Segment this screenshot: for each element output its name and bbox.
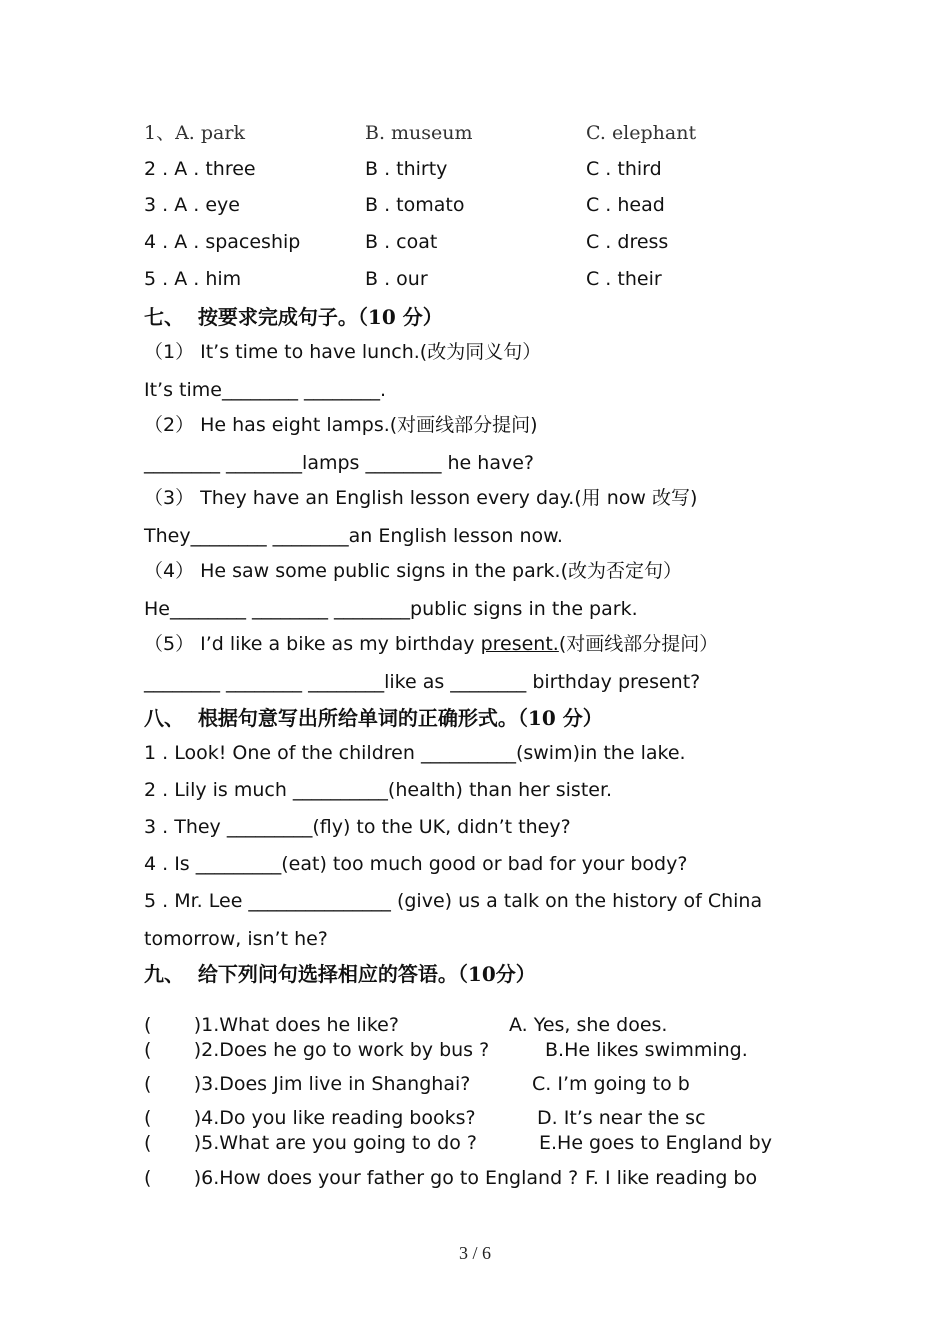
- section9-answer-f: F. I like reading bo: [585, 1167, 758, 1189]
- option-c: C. elephant: [586, 122, 697, 144]
- option-b: B . thirty: [365, 158, 448, 180]
- section7-heading: 七、 按要求完成句子。（10 分）: [144, 305, 443, 329]
- option-b: B . coat: [365, 231, 438, 253]
- section8-item-1: 1 . Look! One of the children __________(swim)in the lake.: [144, 742, 686, 764]
- section7-question-3: （3） They have an English lesson every day.(用 now 改写): [144, 487, 698, 509]
- option-a: 3 . A . eye: [144, 194, 240, 216]
- section8-item-5: 5 . Mr. Lee _______________ (give) us a talk on the history of China: [144, 890, 763, 912]
- section7-answer-1: It’s time________ ________.: [144, 379, 387, 401]
- option-c: C . head: [586, 194, 665, 216]
- section7-answer-3: They________ ________an English lesson now.: [144, 525, 563, 547]
- option-a: 4 . A . spaceship: [144, 231, 301, 253]
- section9-answer-c: C. I’m going to b: [532, 1073, 690, 1095]
- section7-question-4: （4） He saw some public signs in the park.(改为否定句）: [144, 560, 683, 582]
- option-a: 5 . A . him: [144, 268, 242, 290]
- section7-question-1: （1） It’s time to have lunch.(改为同义句）: [144, 341, 542, 363]
- section9-answer-d: D. It’s near the sc: [537, 1107, 706, 1129]
- option-b: B . our: [365, 268, 428, 290]
- option-c: C . dress: [586, 231, 669, 253]
- section8-heading: 八、 根据句意写出所给单词的正确形式。（10 分）: [144, 706, 603, 730]
- option-a: 2 . A . three: [144, 158, 256, 180]
- section7-question-2: （2） He has eight lamps.(对画线部分提问): [144, 414, 538, 436]
- section7-answer-4: He________ ________ ________public signs in the park.: [144, 598, 638, 620]
- page-number: 3 / 6: [458, 1243, 491, 1263]
- section8-item-3: 3 . They _________(fly) to the UK, didn’t they?: [144, 816, 571, 838]
- section9-question-5: ( )5.What are you going to do ?: [144, 1132, 477, 1154]
- section8-item-4: 4 . Is _________(eat) too much good or bad for your body?: [144, 853, 688, 875]
- option-b: B . tomato: [365, 194, 465, 216]
- underlined-word: present.: [480, 633, 559, 655]
- option-b: B. museum: [365, 122, 473, 144]
- option-c: C . their: [586, 268, 662, 290]
- section7-answer-5: ________ ________ ________like as ________ birthday present?: [144, 671, 701, 693]
- section8-item-5-continued: tomorrow, isn’t he?: [144, 928, 328, 950]
- section9-question-4: ( )4.Do you like reading books?: [144, 1107, 476, 1129]
- section9-answer-b: B.He likes swimming.: [545, 1039, 748, 1061]
- section8-item-2: 2 . Lily is much __________(health) than her sister.: [144, 779, 613, 801]
- section7-question-5: [144, 632, 718, 656]
- question-text: （5） I’d like a bike as my birthday: [144, 633, 481, 655]
- section9-question-6: ( )6.How does your father go to England ?: [144, 1167, 579, 1189]
- option-c: C . third: [586, 158, 662, 180]
- section9-answer-e: E.He goes to England by: [539, 1132, 772, 1154]
- section9-heading: 九、 给下列问句选择相应的答语。（10分）: [144, 962, 536, 986]
- section7-answer-2: ________ ________lamps ________ he have?: [144, 452, 534, 474]
- section9-question-2: ( )2.Does he go to work by bus ?: [144, 1039, 490, 1061]
- section9-question-3: ( )3.Does Jim live in Shanghai?: [144, 1073, 471, 1095]
- section9-question-1: ( )1.What does he like?: [144, 1014, 399, 1036]
- option-a: 1、A. park: [144, 122, 245, 144]
- section9-answer-a: A. Yes, she does.: [509, 1014, 668, 1036]
- instruction: (对画线部分提问）: [558, 633, 719, 655]
